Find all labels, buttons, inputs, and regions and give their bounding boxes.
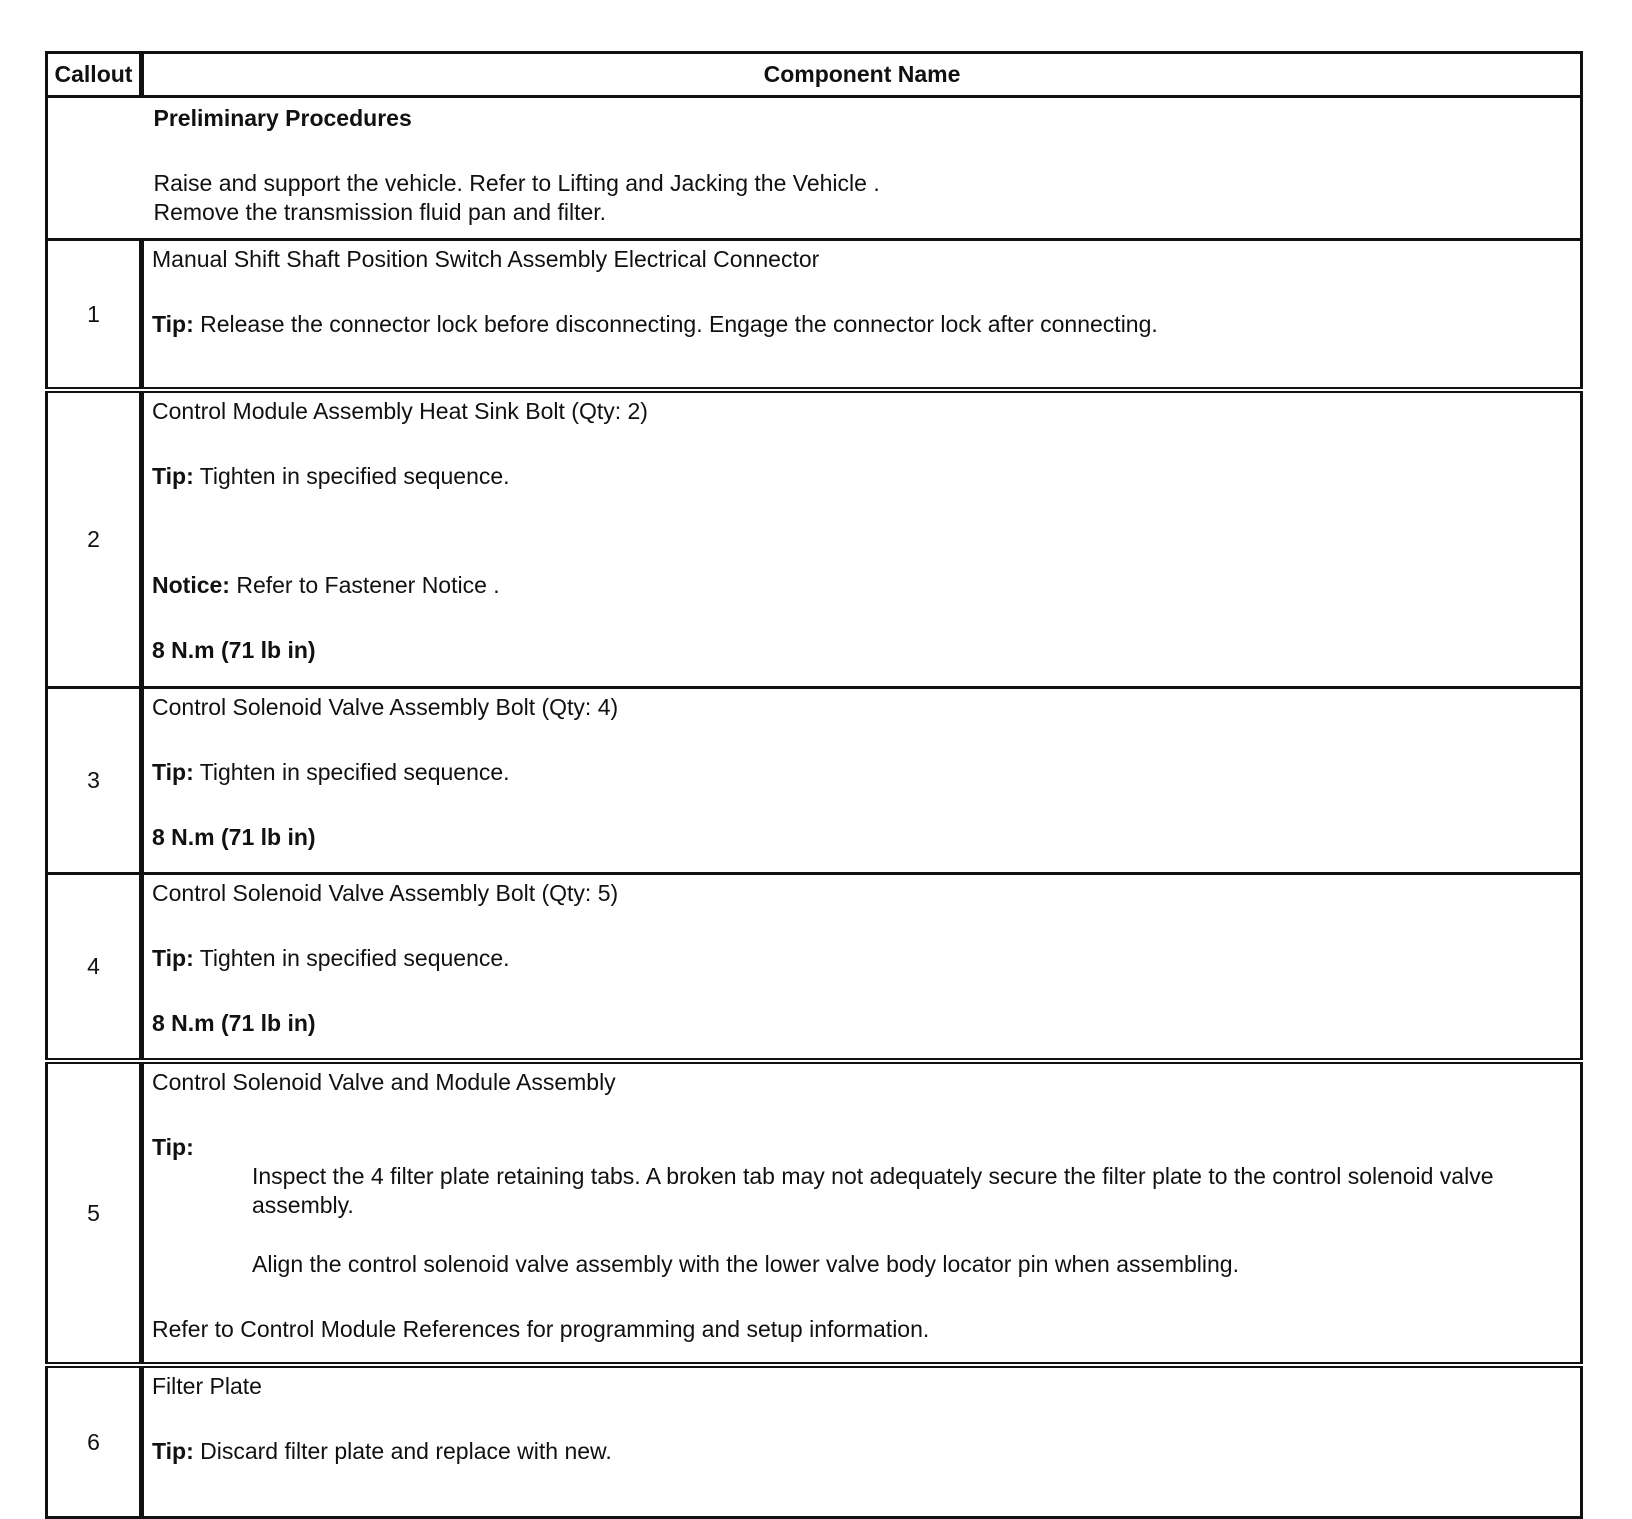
notice-line [152, 571, 1572, 600]
tip-line [152, 758, 1572, 787]
notice-label: Notice: [152, 572, 230, 598]
tip-label: Tip: [152, 759, 194, 785]
tip-line [152, 310, 1572, 339]
table-row [47, 688, 1582, 874]
tip-item-1: Inspect the 4 filter plate retaining tabs. A broken tab may not adequately secure the filter plate to the control solenoid valve assembly. [252, 1163, 1494, 1218]
table-row [47, 1365, 1582, 1518]
tip-text: Tighten in specified sequence. [193, 463, 510, 489]
component-cell [142, 688, 1582, 874]
callout-column-header: Callout [47, 53, 142, 97]
tip-line [152, 944, 1572, 973]
reference-line: Refer to Control Module References for programming and setup information. [152, 1316, 930, 1342]
callout-number: 1 [47, 240, 142, 391]
component-cell [142, 874, 1582, 1062]
component-name: Filter Plate [152, 1373, 262, 1399]
torque-spec: 8 N.m (71 lb in) [152, 1010, 316, 1036]
preliminary-cell [142, 97, 1582, 240]
tip-line [152, 462, 1572, 491]
component-cell [142, 390, 1582, 688]
table-row [47, 390, 1582, 688]
callout-number: 3 [47, 688, 142, 874]
tip-label: Tip: [152, 311, 194, 337]
component-name: Control Solenoid Valve and Module Assembly [152, 1069, 616, 1095]
tip-text: Tighten in specified sequence. [193, 759, 510, 785]
tip-text: Release the connector lock before disconnecting. Engage the connector lock after connecting. [193, 311, 1158, 337]
callout-number: 5 [47, 1061, 142, 1365]
tip-label: Tip: [152, 1134, 194, 1160]
component-name: Control Module Assembly Heat Sink Bolt (Qty: 2) [152, 398, 648, 424]
tip-label: Tip: [152, 463, 194, 489]
preliminary-row [47, 97, 1582, 240]
tip-line [152, 1437, 1572, 1466]
callout-number: 6 [47, 1365, 142, 1518]
table-row [47, 1061, 1582, 1365]
preliminary-line-2: Remove the transmission fluid pan and filter. [153, 199, 607, 225]
tip-label: Tip: [152, 945, 194, 971]
preliminary-line-1: Raise and support the vehicle. Refer to Lifting and Jacking the Vehicle . [153, 170, 880, 196]
component-cell [142, 240, 1582, 391]
component-table [45, 51, 1583, 1519]
component-name: Control Solenoid Valve Assembly Bolt (Qty: 4) [152, 694, 619, 720]
callout-number: 4 [47, 874, 142, 1062]
tip-item-2: Align the control solenoid valve assembly with the lower valve body locator pin when assembling. [252, 1251, 1239, 1277]
table-header-row [47, 53, 1582, 97]
torque-spec: 8 N.m (71 lb in) [152, 824, 316, 850]
component-name: Manual Shift Shaft Position Switch Assembly Electrical Connector [152, 246, 820, 272]
component-cell [142, 1365, 1582, 1518]
tip-text: Tighten in specified sequence. [193, 945, 510, 971]
component-name-column-header: Component Name [142, 53, 1582, 97]
tip-label: Tip: [152, 1438, 194, 1464]
notice-text: Refer to Fastener Notice . [229, 572, 500, 598]
preliminary-callout-cell [47, 97, 142, 240]
tip-text: Discard filter plate and replace with new. [193, 1438, 612, 1464]
component-name: Control Solenoid Valve Assembly Bolt (Qty: 5) [152, 880, 619, 906]
preliminary-title: Preliminary Procedures [153, 105, 412, 131]
table-row [47, 874, 1582, 1062]
component-cell [142, 1061, 1582, 1365]
torque-spec: 8 N.m (71 lb in) [152, 637, 316, 663]
callout-number: 2 [47, 390, 142, 688]
table-row [47, 240, 1582, 391]
